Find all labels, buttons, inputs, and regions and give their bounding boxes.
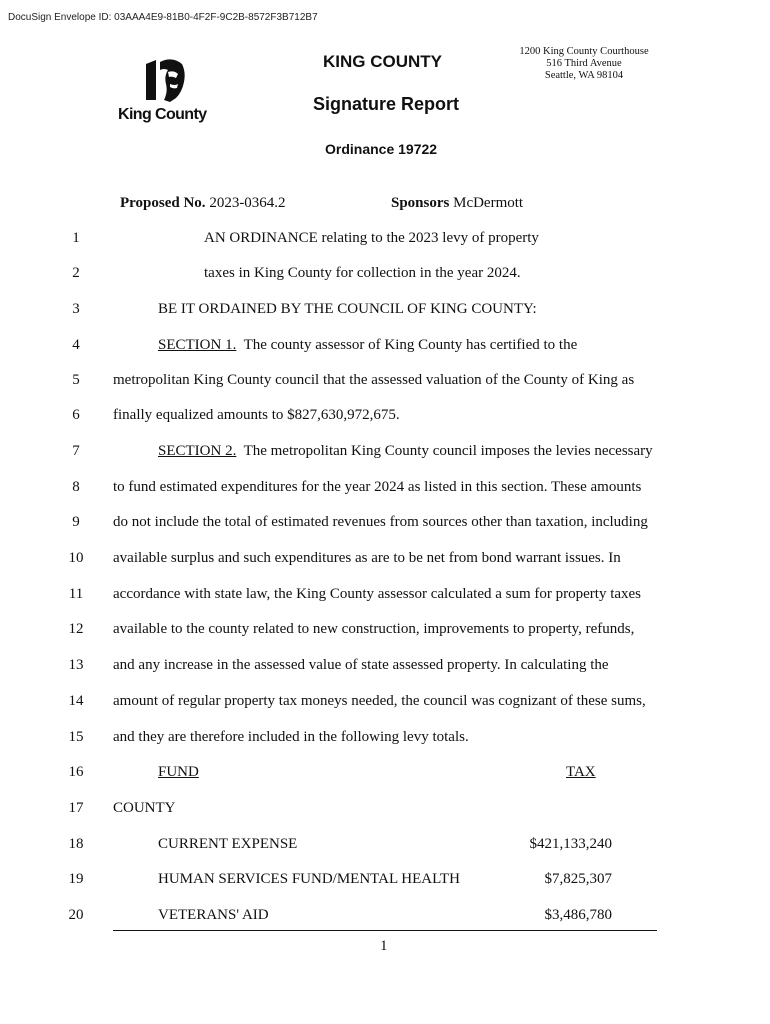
docusign-envelope-id: DocuSign Envelope ID: 03AAA4E9-81B0-4F2F-9C2B-8572F3B712B7 — [8, 12, 318, 23]
line-number: 11 — [68, 586, 84, 602]
line-text: available to the county related to new construction, improvements to property, refunds, — [113, 621, 635, 637]
section-heading: SECTION 2. — [158, 443, 237, 459]
logo-wordmark: King County — [118, 106, 207, 123]
line-number: 12 — [68, 621, 84, 637]
line-number: 13 — [68, 657, 84, 673]
line-number: 3 — [72, 301, 80, 317]
line-number: 8 — [72, 479, 80, 495]
king-county-logo — [118, 58, 214, 128]
address-line: 516 Third Avenue — [546, 58, 622, 69]
header-ordinance: Ordinance 19722 — [325, 141, 438, 157]
line-text: accordance with state law, the King County assessor calculated a sum for property taxes — [113, 586, 642, 602]
line-text — [158, 443, 653, 460]
line-text: metropolitan King County council that the assessed valuation of the County of King as — [113, 372, 635, 388]
section-text: The metropolitan King County council imposes the levies necessary — [236, 443, 653, 459]
address-line: Seattle, WA 98104 — [544, 70, 624, 81]
courthouse-address — [510, 46, 658, 82]
line-number: 17 — [68, 800, 84, 816]
line-number: 16 — [68, 764, 84, 780]
proposed-number — [120, 195, 286, 212]
line-number: 1 — [72, 230, 80, 246]
line-number: 9 — [72, 514, 80, 530]
section-heading: SECTION 1. — [158, 337, 237, 353]
sponsors — [391, 195, 523, 212]
footer-rule — [113, 930, 657, 931]
line-number: 6 — [72, 407, 80, 423]
line-number: 15 — [68, 729, 84, 745]
line-text — [158, 337, 577, 354]
fund-name: HUMAN SERVICES FUND/MENTAL HEALTH — [158, 871, 460, 887]
line-text: finally equalized amounts to $827,630,972,675. — [113, 407, 400, 423]
line-text: amount of regular property tax moneys needed, the council was cognizant of these sums, — [113, 693, 646, 709]
proposed-label: Proposed No. — [120, 195, 206, 211]
line-number: 4 — [72, 337, 80, 353]
line-text: and any increase in the assessed value of state assessed property. In calculating the — [113, 657, 609, 673]
line-number: 14 — [68, 693, 84, 709]
tax-amount: $421,133,240 — [529, 836, 612, 852]
line-text: do not include the total of estimated revenues from sources other than taxation, including — [113, 514, 648, 530]
line-text: available surplus and such expenditures as are to be net from bond warrant issues. In — [113, 550, 621, 566]
line-text: AN ORDINANCE relating to the 2023 levy of property — [204, 230, 539, 246]
header-title: KING COUNTY — [323, 52, 442, 71]
line-number: 2 — [72, 265, 80, 281]
line-text: BE IT ORDAINED BY THE COUNCIL OF KING COUNTY: — [158, 301, 537, 317]
line-number: 19 — [68, 871, 84, 887]
proposed-value: 2023-0364.2 — [209, 195, 286, 211]
line-text: to fund estimated expenditures for the year 2024 as listed in this section. These amounts — [113, 479, 642, 495]
line-text: and they are therefore included in the following levy totals. — [113, 729, 469, 745]
sponsors-label: Sponsors — [391, 195, 450, 211]
tax-amount: $7,825,307 — [544, 871, 612, 887]
mlk-portrait-icon — [142, 58, 188, 102]
line-number: 5 — [72, 372, 80, 388]
section-text: The county assessor of King County has certified to the — [236, 337, 578, 353]
header-report: Signature Report — [313, 94, 460, 114]
fund-name: VETERANS' AID — [158, 907, 269, 923]
line-text: taxes in King County for collection in the year 2024. — [204, 265, 521, 281]
line-number: 10 — [68, 550, 84, 566]
line-number: 7 — [72, 443, 80, 459]
fund-name: CURRENT EXPENSE — [158, 836, 298, 852]
line-number: 20 — [68, 907, 84, 923]
line-number: 18 — [68, 836, 84, 852]
county-group-label: COUNTY — [113, 800, 176, 816]
sponsors-value: McDermott — [453, 195, 524, 211]
page-number: 1 — [380, 938, 388, 954]
address-line: 1200 King County Courthouse — [519, 46, 649, 57]
tax-column-header: TAX — [566, 764, 596, 780]
fund-column-header: FUND — [158, 764, 199, 780]
tax-amount: $3,486,780 — [544, 907, 612, 923]
